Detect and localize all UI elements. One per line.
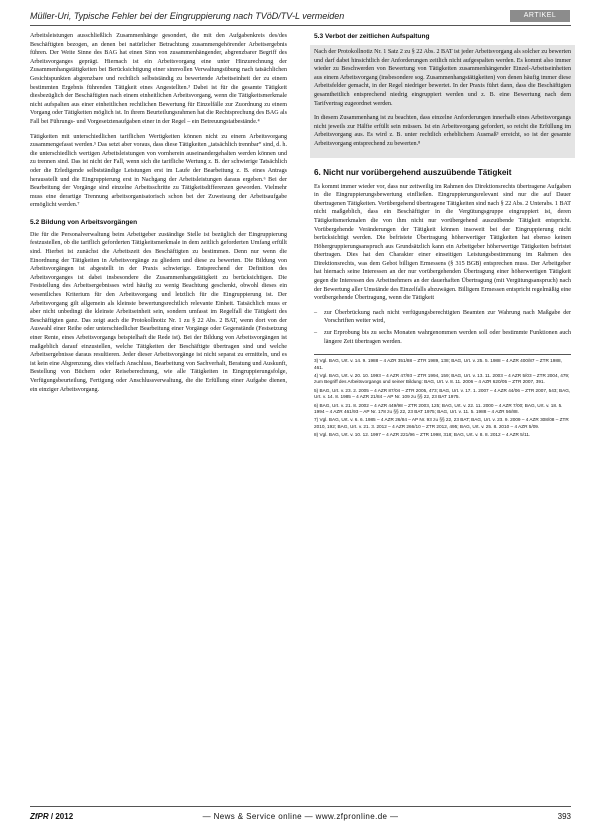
left-column [30,32,287,400]
footer-divider [30,806,571,807]
highlight-box [310,45,575,158]
right-column [314,32,571,441]
page-number: 393 [557,812,571,821]
footnote: 4) Vgl. BAG, Urt. v. 20. 10. 1993 – 4 AZR 47/93 – ZTR 1994, 159; BAG, Urt. v. 13. 11. 2003 – 4 AZR 5/03 – ZTR 2004, 479; zum Begriff des Arbeitsvorgangs und seiner Bildung: BAG, Urt. v. 8. 11. 2006 – 4 AZR 620/05 – ZTR 2007, 391. [314,373,570,385]
footnote: 7) Vgl. BAG, Urt. v. 6. 6. 1985 – 4 AZR 26/84 – AP Nr. 93 zu §§ 22, 23 BAT; BAG, Urt. v. 23. 9. 2009 – 4 AZR 308/08 – ZTR 2010, 192; BAG, Urt. v. 21. 3. 2012 – 4 AZR 266/10 – ZTR 2012, 495; BAG, Urt. v. 25. 8. 2010 – 4 AZR 5/09. [314,417,569,429]
paragraph: Nach der Protokollnotiz Nr. 1 Satz 2 zu § 22 Abs. 2 BAT ist jeder Arbeitsvorgang als solcher zu bewerten und darf dabei hinsichtlich der Anforderungen zeitlich nicht aufgespalten werden. Es kommt also immer wieder zu Beschwerden von Bewertung von Tätigkeiten zusammenhängender Einzel-Arbeitseinheiten aus einem Arbeitsvorgang (insbesondere sog. Zusammenhangstätigkeiten) von denen häufig immer diese Arbeitsfelder gemacht, in der Regel niedriger bewertet. In der Praxis führt dann, dass die Beschäftigten gesamtheitlich entsprechend niedrig eingruppiert werden und z. B. eine Bewertung nach dem Tarifvertrag zugeordnet werden. [314,49,571,107]
footnote: 3) Vgl. BAG, Urt. v. 14. 9. 1988 – 4 AZR 351/88 – ZTR 1989, 138; BAG, Urt. v. 25. 5. 1988 – 4 AZR 400/87 – ZTR 1988, 461. [314,358,562,370]
section-heading-5-2: 5.2 Bildung von Arbeitsvorgängen [30,218,138,226]
footnotes [314,354,571,438]
footnote: 6) BAG, Urt. v. 21. 8. 2002 – 4 AZR 449/98 – ZTR 2003, 125; BAG, Urt. v. 22. 11. 2000 – 4 AZR 7/00; BAG, Urt. v. 18. 5. 1994 – 4 AZR 461/93 – AP Nr. 178 zu §§ 22, 23 BAT 1975; BAG, Urt. v. 11. 5. 1988 – 4 AZR 56/88. [314,402,563,415]
paragraph: Es kommt immer wieder vor, dass nur zeitweilig im Rahmen des Direktionsrechts übertragene Aufgaben in die Eingruppierungsbewertung einfließen. Eingruppierungsrelevant sind nur die auf Dauer übertragenen Tätigkeiten. Vorübergehend übertragene Tätigkeiten sind nach § 22 Abs. 2 Unterabs. 1 BAT nicht maßgeblich, dass ein Beschäftigter in die Vergütungsgruppe eingruppiert ist, deren Tätigkeitsmerkmalen die von ihm nicht nur vorübergehend auszuübende Tätigkeit entspricht. Vorübergehende Veränderungen der Tätigkeit können insoweit bei der Eingruppierung nicht berücksichtigt werden. Die befristete Übertragung höherwertiger Tätigkeiten hat ebenso keinen Höhergruppierungsanspruch aus Grundsätzlich kann ein Arbeitgeber höherwertige Tätigkeiten befristet übertragen. Dies hat den Charakter einer einseitigen Leistungsbestimmung im Rahmen des Direktionsrechts, was dem Gebot billigen Ermessens (§ 315 BGB) entsprechen muss. Der Arbeitgeber hat hiernach seine Interessen an der nur vorübergehenden Übertragung einer höherwertigen Tätigkeit gegen die Interessen des Arbeitnehmers an der dauerhaften Übertragung (mit Vergütungsanspruch) nach der Bewertung aller Umstände des Einzelfalls abzuwägen. Billigem Ermessen entspricht regelmäßig eine vorübergehende Übertragung, wenn die Tätigkeit [314,183,571,302]
paragraph: In diesem Zusammenhang ist zu beachten, dass einzelne Anforderungen innerhalb eines Arbeitsvorgangs nicht jeweils zur Hälfte erfüllt sein müssen. Ist ein Arbeitsvorgang gefordert, so reicht die Erfüllung im Arbeitsvorgang aus. Es wird z. B. unter rechtlich erheblichem Ausmaß³ erreicht, so ist der gesamte Arbeitsvorgang entsprechend zu bewerten.⁸ [314,115,571,147]
list-item: – zur Erprobung bis zu sechs Monaten wahrgenommen werden soll oder bestimmte Funktionen auch längere Zeit übertragen werden. [314,329,571,346]
footnote: 5) BAG, Urt. v. 23. 2. 2005 – 4 AZR 87/04 – ZTR 2005, 473; BAG, Urt. v. 17. 1. 2007 – 4 AZR 44/06 – ZTR 2007, 543; BAG, Urt. v. 14. 8. 1985 – 4 AZR 21/84 – AP Nr. 109 zu §§ 22, 23 BAT 1975. [314,387,571,400]
section-heading-5-3: 5.3 Verbot der zeitlichen Aufspaltung [314,33,430,40]
journal-issue [30,810,73,824]
section-heading-6: 6. Nicht nur vorübergehend auszuübende Tätigkeit [314,167,512,177]
section-badge: ARTIKEL [510,10,570,22]
issue-number: / 2012 [50,812,74,821]
footnote: 8) Vgl. BAG, Urt. v. 10. 12. 1997 – 4 AZR 221/96 – ZTR 1998, 318; BAG, Urt. v. 8. 8. 2012 – 4 AZR 5/11. [314,432,531,438]
paragraph: Arbeitsleistungen ausschließlich Zusammenhänge gesondert, die mit den Aufgabenkreis des/des Beschäftigten bezogen, an denen bei natürlicher Betrachtung zusammengehörender Arbeitsergebnis führen. Der Weite Sinne des BAG hat einen Sinn von zusammenhängender, abgrenzbarer Begriff des Arbeitsvorganges geprägt. Hiernach ist ein Arbeitsvorgang eine unter Hinzurechnung der Zusammenhangstätigkeiten bei Berücksichtigung einer sinnvollen Verwaltungsübung nach tatsächlichen Gesichtspunkten abgrenzbare und rechtlich selbstständig zu bewertende Arbeitseinheit der zu einem bestimmten Ergebnis führenden Tätigkeit eines Angestellten.³ Dabei ist für die gesamte Tätigkeit diesbezüglich der Beschäftigten nach einem einheitlichen Arbeitsvorgang, wenn die Tätigkeitsmerkmale nicht aufspalten aus einer einheitlichen rechtlichen Bewertung für Einzelfälle zur Zuordnung zu einem Vorgang oder Tätigkeiten möglich ist. In ihrem Beurteilungsrahmen hat die Rechtsprechung des BAG als Fall bei Führungs- und Vorgesetztenaufgaben einer in der Regel – ein Betreuungstatbestände.⁴ [30,33,287,125]
header-divider [30,25,571,26]
paragraph: Tätigkeiten mit unterschiedlichen tariflichen Wertigkeiten können nicht zu einem Arbeitsvorgang zusammengefasst werden.⁵ Das setzt aber voraus, dass diese Tätigkeiten „tatsächlich trennbar“ sind, d. h. die unterschiedlich wertigen Arbeitsleistungen von vornherein auseinandergehalten werden können und zu trennen sind. Das ist nicht der Fall, wenn sich die tarifliche Wertung z. B. der schwierige Tatsächlich oder die Erledigende selbstständige Leistungen erst im Laufe der Bearbeitung z. B. eines Antrags herausstellt und die Eingruppierung erst in Nachgang der Arbeitsleistungen daraus ergeben.⁶ Bei der Bearbeitung der Vorgänge sind einzelne Arbeitsschritte zu Tätigkeitsdifferenzen geworden. Vielmehr muss eine derartige Trennung arbeitsorganisatorisch schon bei der Zuweisung der Arbeitsaufgabe ermöglicht werden.⁷ [30,133,287,209]
journal-name: ZfPR [30,812,49,821]
paragraph: Die für die Personalverwaltung beim Arbeitgeber zuständige Stelle ist bezüglich der Eingruppierung festzustellen, ob die tariflich geforderten Tätigkeitsmerkmale in dem zeitlich geforderten Umfang erfüllt sind. Hierbei ist zunächst die Arbeitszeit des Beschäftigten zu bestimmen. Denn nur wenn die Einordnung der Tätigkeiten in Arbeitsvorgänge zu gliedern und diese zu bewerten. Die Bildung von Arbeitsvorgängen ist abgestellt in der Praxis schwierige. Entsprechend der Definition des Arbeitsvorganges ist dabei insbesondere die Zusammenhangstätigkeit zu berücksichtigen. Die Feststellung des Arbeitsergebnisses wird häufig zu wenig Beachtung geschenkt, obwohl dieses ein wesentliches Kriterium für den Arbeitsvorgang und letztlich für die Eingruppierung ist. Der Arbeitsvorgang gilt allgemein als kleinste bewertungsrechtlich relevante Einheit. Tatsächlich muss er aber nicht unbedingt die kleinste Arbeitseinheit sein, sondern umfasst im Regelfall die Tätigkeit des Beschäftigten ganz. Das zeigt auch die Protokollnotiz Nr. 1 zu § 22 Abs. 2 BAT, wenn dort von der Auswahl einer Reihe oder unterschiedlicher Bearbeitung einer Vorgänge oder Gegenstände (Festsetzung einer Rente, eines Arbeitsvorgangs beispielhaft die Rede ist). Bei der Bildung von Arbeitsvorgängen ist maßgeblich darauf einzustellen, welche Tätigkeiten der Beschäftigte übertragen sind und welche Arbeitsergebnisse daraus resultieren. Jeder dieser Arbeitsvorgänge ist nicht separat zu ermitteln, und es ist kein eine Abgrenzung, dies vielfach Anschluss, Bearbeitung von Sachverhalt, Beratung und Auskunft, Bestellung von Büchern oder Reiseberechnung, wie alle Tätigkeiten in Eingruppierungsfolge, Verfügungsbeurteilung, Fertigung oder Anschlussverwaltung, die die Erfüllung einer Aufgabe dienen, ein einziger Arbeitsvorgang. [30,231,287,393]
page-footer [30,810,571,824]
footer-website: — News & Service online — www.zfpronline.de — [202,812,399,821]
running-header-title: Müller-Uri, Typische Fehler bei der Eingruppierung nach TVöD/TV-L vermeiden [30,11,345,21]
list-item: – zur Überbrückung nach nicht verfügungsberechtigten Beamten zur Wahrung nach Maßgabe der Vorschriften weiter wird, [314,309,571,326]
bullet-list [314,309,571,346]
